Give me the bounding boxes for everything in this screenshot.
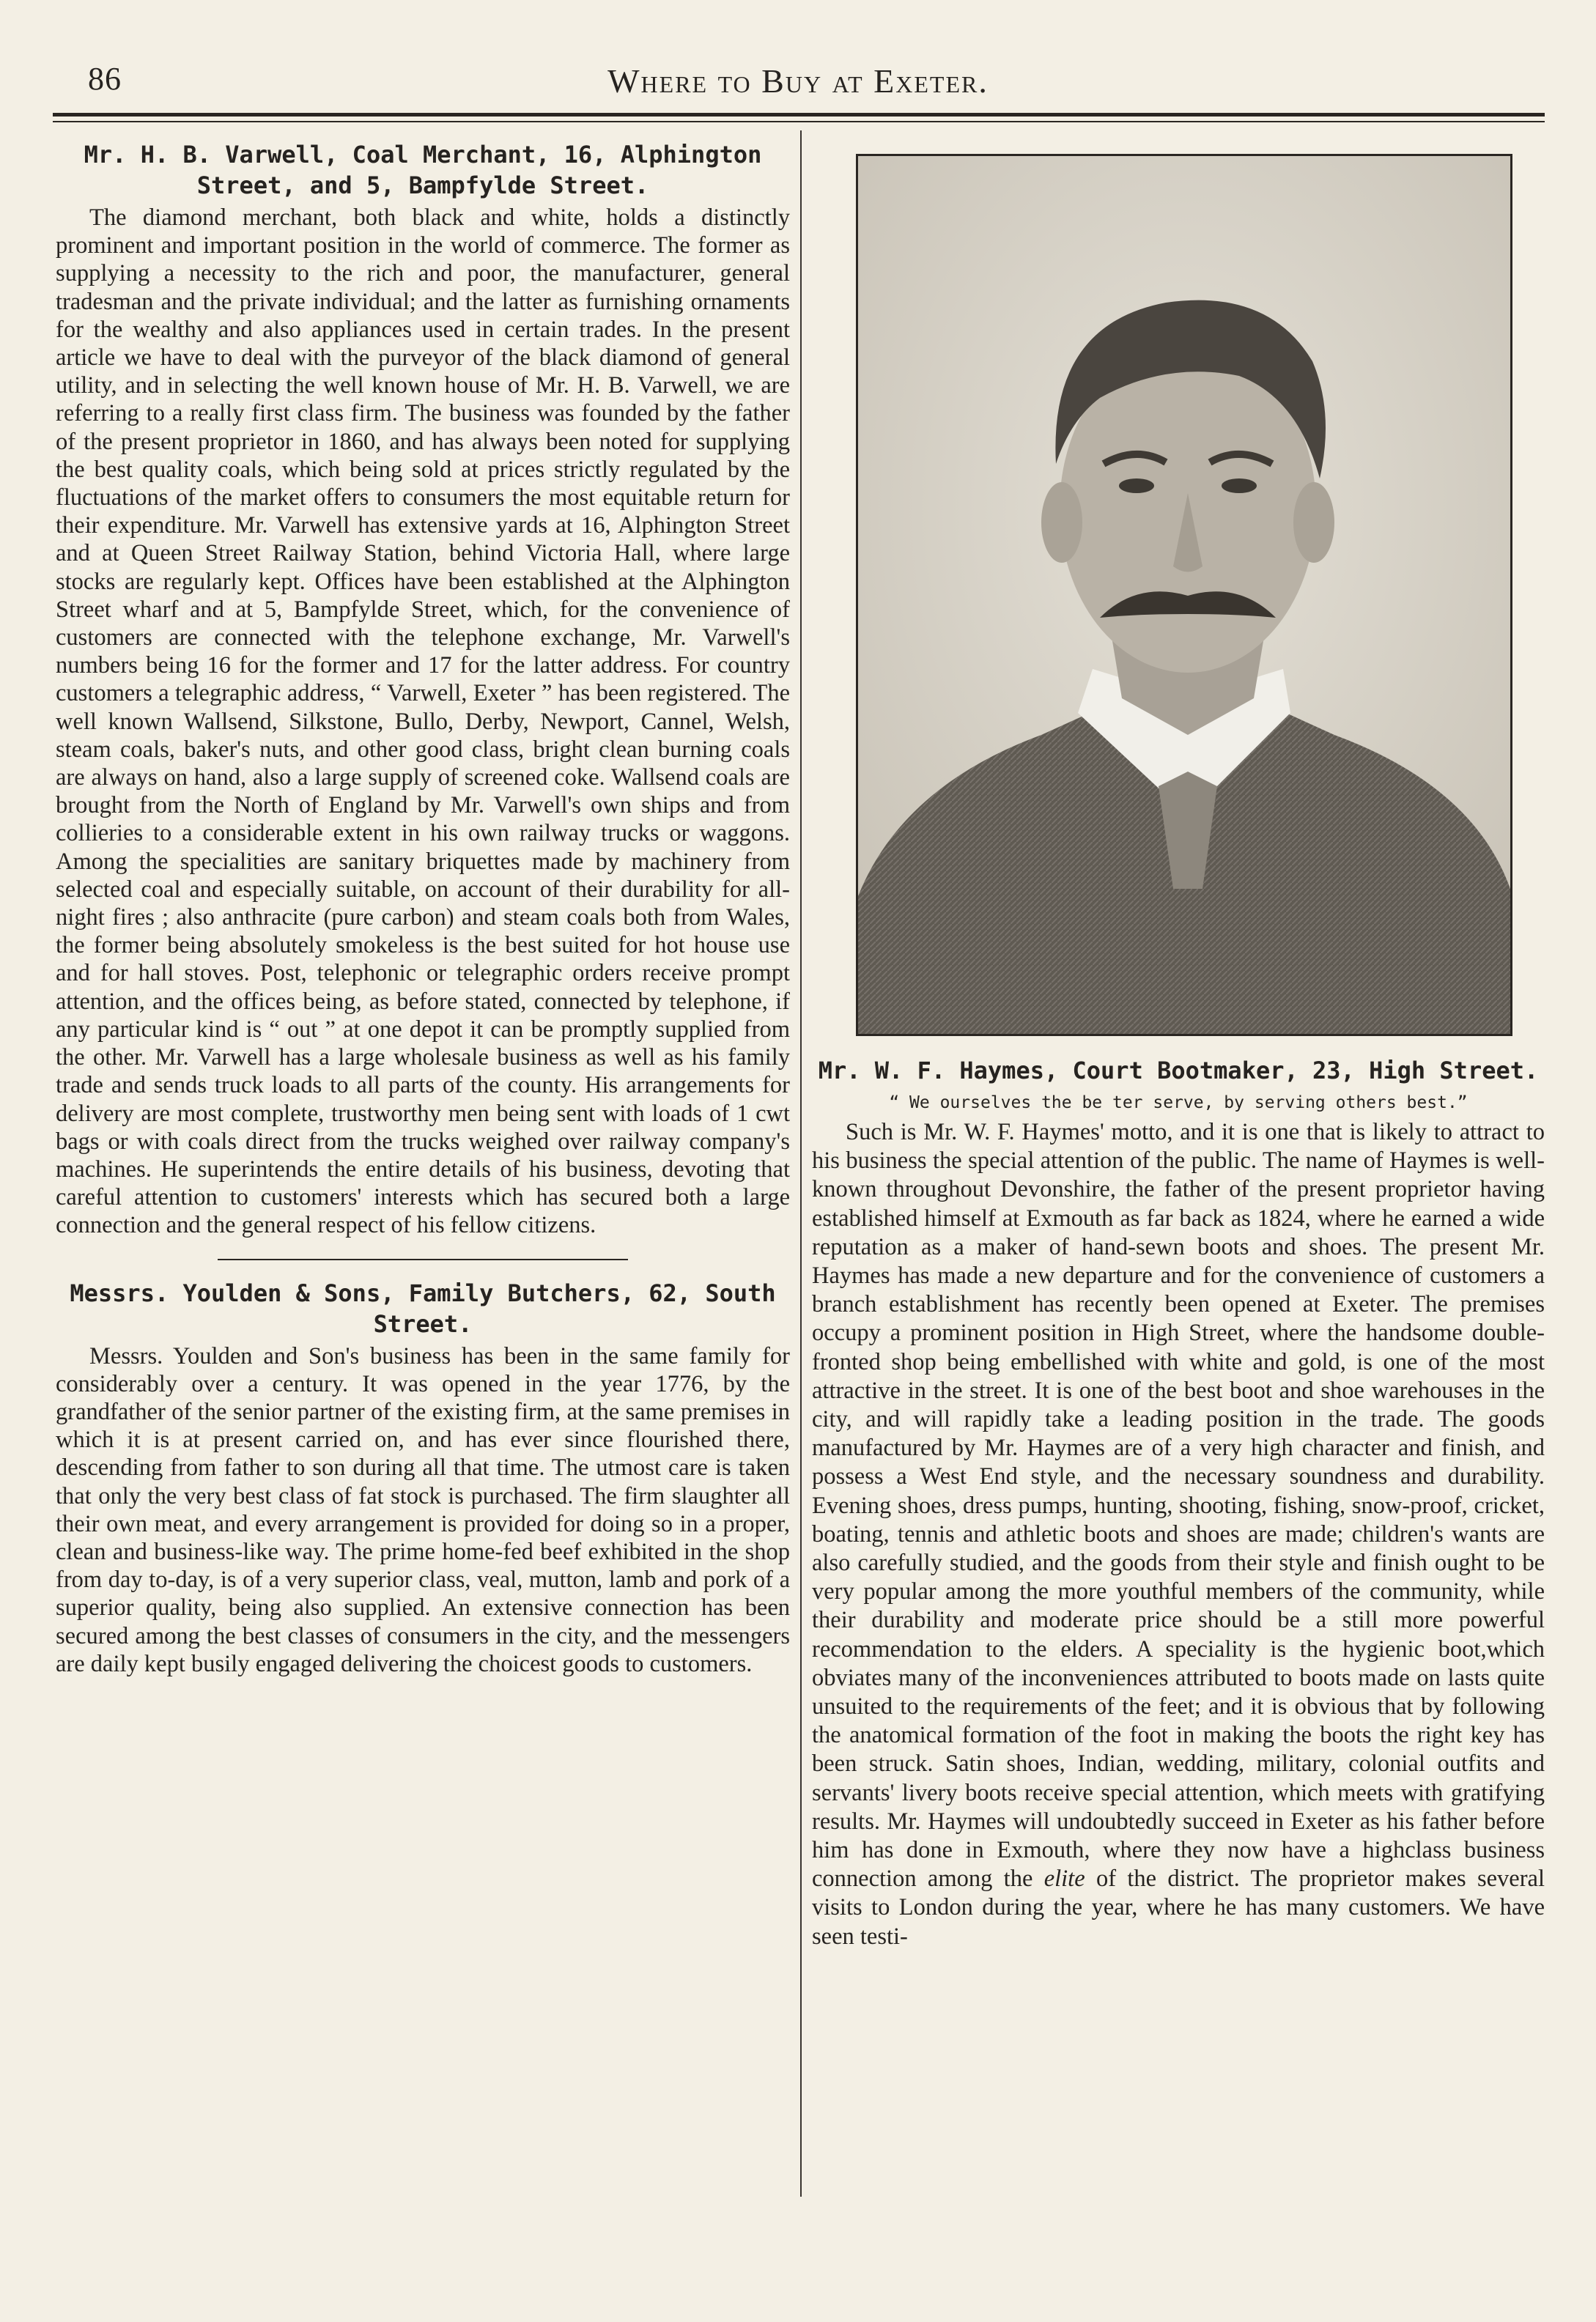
article-motto: “ We ourselves the be ter serve, by serving others best.” — [889, 1093, 1468, 1112]
article-body-text-end: of the district. The proprietor makes several visits to London during the year, where he has many customers. We have seen testi- — [812, 1866, 1545, 1950]
column-divider — [800, 130, 802, 2197]
left-column — [56, 139, 790, 1678]
header-rule — [53, 113, 1545, 117]
portrait-icon — [858, 156, 1510, 1034]
article-body: The diamond merchant, both black and white, holds a distinctly prominent and important position in the world of commerce. The former as supplying a necessity to the rich and poor, the manufacturer, general tradesman and the private individual; and the latter as furnishing ornaments for the wealthy and also appliances used in certain trades. In the present article we have to deal with the purveyor of the black diamond of general utility, and in selecting the well known house of Mr. H. B. Varwell, we are referring to a really first class firm. The business was founded by the father of the present proprietor in 1860, and has always been noted for supplying the best quality coals, which being sold at prices strictly regulated by the fluctuations of the market offers to consumers the most equitable return for their expenditure. Mr. Varwell has extensive yards at 16, Alphington Street and at Queen Street Railway Station, behind Victoria Hall, where large stocks are regularly kept. Offices have been established at the Alphington Street wharf and at 5, Bampfylde Street, which, for the convenience of customers are connected with the telephone exchange, Mr. Varwell's numbers being 16 for the former and 17 for the latter address. For country customers a telegraphic address, “ Varwell, Exeter ” has been registered. The well known Wallsend, Silkstone, Bullo, Derby, Newport, Cannel, Welsh, steam coals, baker's nuts, and other good class, bright clean burning coals are always on hand, also a large supply of screened coke. Wallsend coals are brought from the North of England by Mr. Varwell's own ships and from collieries to a considerable extent in his own railway trucks or waggons. Among the specialities are sanitary briquettes made by machinery from selected coal and especially suitable, on account of their durability for all-night fires ; also anthracite (pure carbon) and steam coals both from Wales, the former being absolutely smokeless is the best suited for hot house use and for hall stoves. Post, telephonic or telegraphic orders receive prompt attention, and the offices being, as before stated, connected by telephone, if any particular kind is “ out ” at one depot it can be promptly supplied from the other. Mr. Varwell has a large wholesale business as well as his family trade and sends truck loads to all parts of the county. His arrangements for delivery are most complete, trustworthy men being sent with loads of 1 cwt bags or with coals direct from the trucks weighed over railway company's machines. He superintends the entire details of his business, devoting that careful attention to customers' interests which has secured both a large connection and the general respect of his fellow citizens. — [56, 204, 790, 1239]
article-title: Mr. H. B. Varwell, Coal Merchant, 16, Alphington Street, and 5, Bampfylde Street. — [84, 141, 762, 199]
portrait-photograph — [856, 154, 1512, 1036]
article-haymes — [812, 1055, 1545, 1951]
article-body-italic: elite — [1043, 1866, 1085, 1893]
article-title: Messrs. Youlden & Sons, Family Butchers, 62, South Street. — [70, 1279, 776, 1338]
article-body: Messrs. Youlden and Son's business has been in the same family for considerably over a century. It was opened in the year 1776, by the grandfather of the senior partner of the existing firm, at the same premises in which it is at present carried on, and has ever since flourished there, descending from father to son during all that time. The utmost care is taken that only the very best class of fat stock is purchased. The firm slaughter all their own meat, and every arrangement is provided for doing so in a proper, clean and business-like way. The prime home-fed beef exhibited in the shop from day to-day, is of a very superior class, veal, mutton, lamb and pork of a superior quality, being also supplied. An extensive connection has been secured among the best classes of consumers in the city, and the messengers are daily kept busily engaged delivering the choicest goods to customers. — [56, 1342, 790, 1677]
article-varwell — [56, 139, 790, 1240]
article-body — [812, 1118, 1545, 1951]
right-column — [812, 139, 1545, 1951]
running-title: Where to Buy at Exeter. — [607, 62, 989, 100]
article-title: Mr. W. F. Haymes, Court Bootmaker, 23, High Street. — [818, 1057, 1539, 1084]
article-body-text: Such is Mr. W. F. Haymes' motto, and it is one that is likely to attract to his business the special attention of the public. The name of Haymes is well-known throughout Devonshire, the father of the present proprietor having established himself at Exmouth as far back as 1824, where he earned a wide reputation as a maker of hand-sewn boots and shoes. The present Mr. Haymes has made a new departure and for the convenience of customers a branch establishment has recently been opened at Exeter. The premises occupy a prominent position in High Street, where the handsome double-fronted shop being embellished with white and gold, is one of the most attractive in the street. It is one of the best boot and shoe warehouses in the city, and will rapidly take a leading position in the trade. The goods manufactured by Mr. Haymes are of a very high character and finish, and possess a West End style, and the necessary soundness and durability. Evening shoes, dress pumps, hunting, shooting, fishing, snow-proof, cricket, boating, tennis and athletic boots and shoes are made; children's wants are also carefully studied, and the goods from their style and finish ought to be very popular among the more youthful members of the community, while their durability and moderate price should be a still more powerful recommendation to the elders. A speciality is the hygienic boot,which obviates many of the inconveniences attributed to boots made on lasts quite unsuited to the requirements of the feet; and it is obvious that by following the anatomical formation of the foot in making the boots the right key has been struck. Satin shoes, Indian, wedding, military, colonial outfits and servants' livery boots receive special attention, which meets with gratifying results. Mr. Haymes will undoubtedly succeed in Exeter as his father before him has done in Exmouth, where they now have a highclass business connection among the — [812, 1119, 1545, 1893]
header-rule-thin — [53, 121, 1545, 122]
page-number: 86 — [88, 61, 122, 97]
section-divider — [218, 1259, 628, 1260]
article-youlden — [56, 1278, 790, 1678]
